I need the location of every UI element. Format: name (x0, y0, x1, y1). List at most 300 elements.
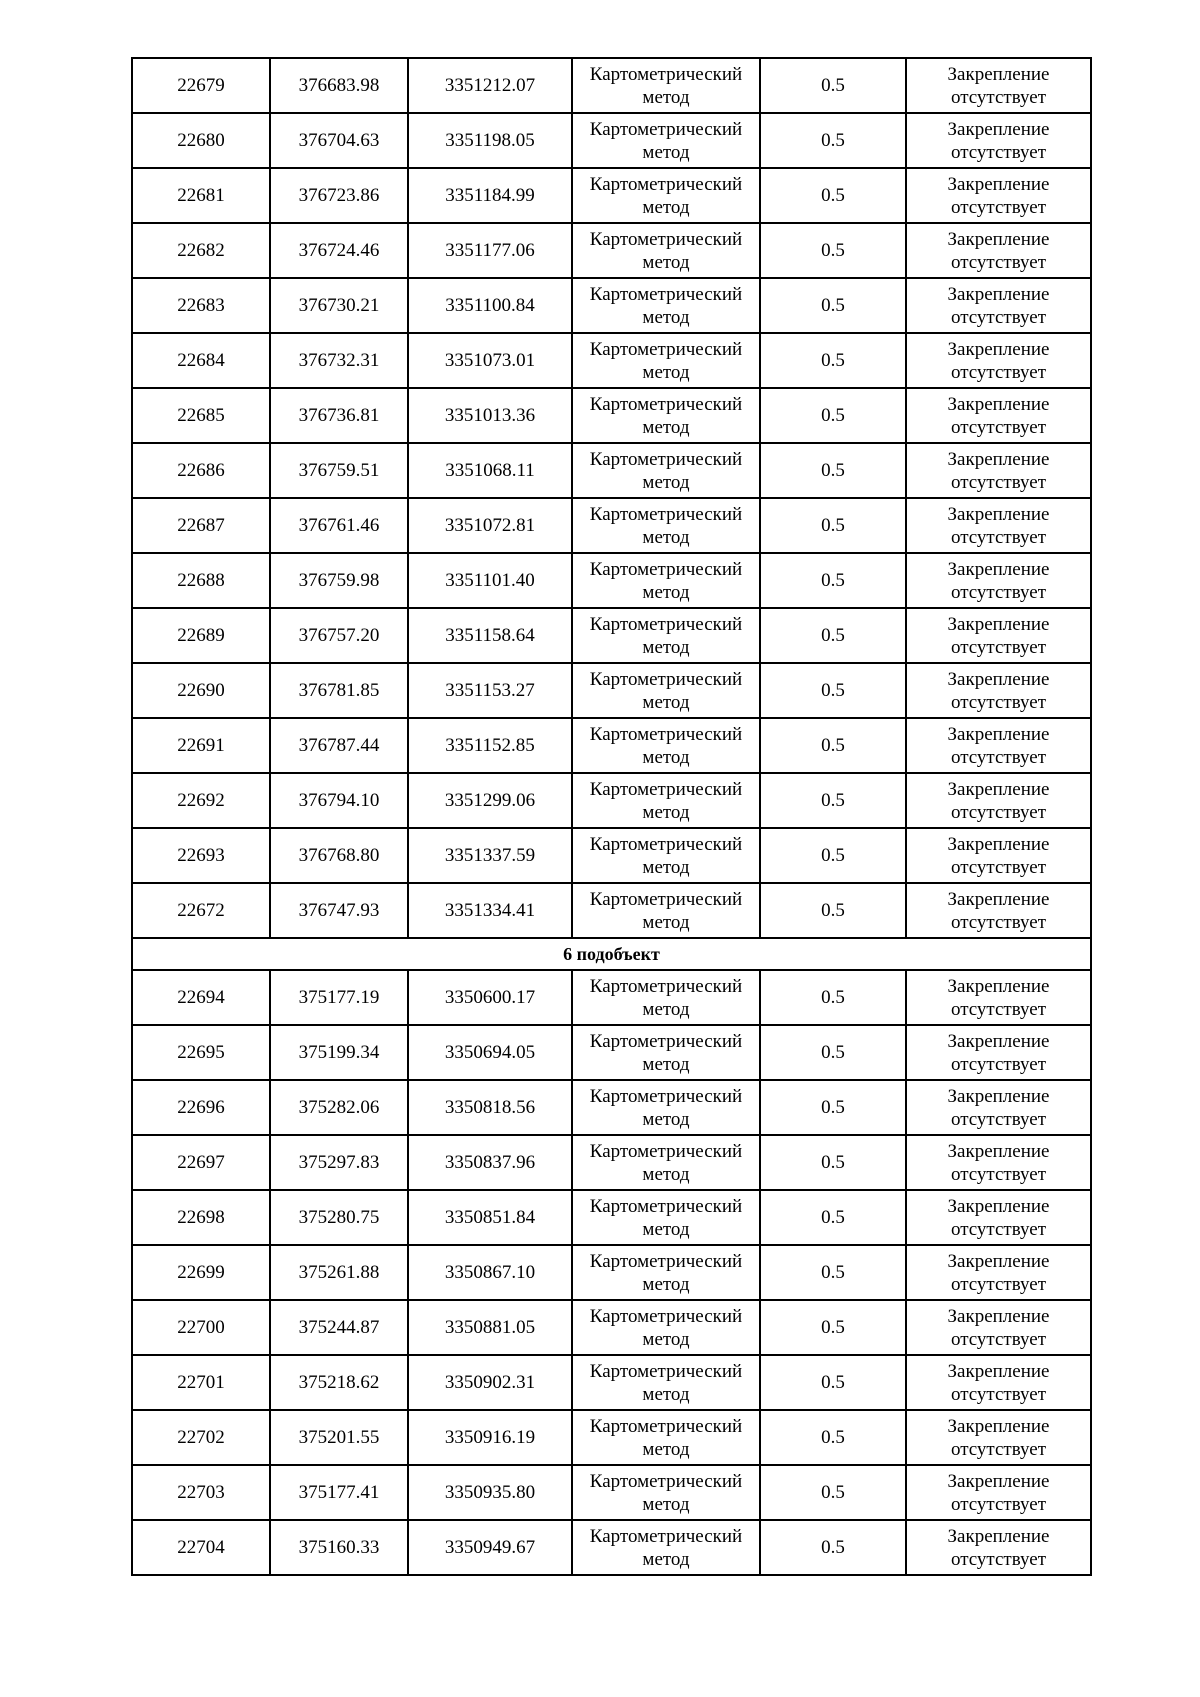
table-row (132, 1025, 1091, 1080)
fixation-cell-line-2: отсутствует (950, 911, 1047, 933)
table-row (132, 553, 1091, 608)
fixation-cell (906, 1080, 1091, 1135)
method-cell-line-1: Картометрический (589, 1195, 743, 1217)
accuracy-cell: 0.5 (760, 883, 906, 938)
method-cell-line-2: метод (642, 998, 690, 1020)
method-cell (572, 663, 760, 718)
method-cell-line-1: Картометрический (589, 1470, 743, 1492)
coordinate-x-cell: 375218.62 (270, 1355, 408, 1410)
coordinate-x-cell: 375177.41 (270, 1465, 408, 1520)
fixation-cell-line-2: отсутствует (950, 196, 1047, 218)
fixation-cell-line-1: Закрепление (947, 1250, 1050, 1272)
method-cell-line-1: Картометрический (589, 1525, 743, 1547)
coordinate-x-cell: 375244.87 (270, 1300, 408, 1355)
accuracy-cell: 0.5 (760, 278, 906, 333)
accuracy-cell: 0.5 (760, 1520, 906, 1575)
coordinate-y-cell: 3351184.99 (408, 168, 572, 223)
coordinate-y-cell: 3351101.40 (408, 553, 572, 608)
table-row (132, 113, 1091, 168)
table-row (132, 1465, 1091, 1520)
point-number-cell: 22703 (132, 1465, 270, 1520)
method-cell-line-2: метод (642, 1328, 690, 1350)
fixation-cell (906, 498, 1091, 553)
point-number-cell: 22688 (132, 553, 270, 608)
method-cell (572, 1025, 760, 1080)
table-row (132, 1080, 1091, 1135)
point-number-cell: 22701 (132, 1355, 270, 1410)
coordinate-x-cell: 376761.46 (270, 498, 408, 553)
method-cell (572, 1410, 760, 1465)
fixation-cell-line-1: Закрепление (947, 1525, 1050, 1547)
accuracy-cell: 0.5 (760, 1190, 906, 1245)
method-cell-line-1: Картометрический (589, 1250, 743, 1272)
fixation-cell-line-2: отсутствует (950, 1493, 1047, 1515)
method-cell-line-1: Картометрический (589, 173, 743, 195)
coordinate-y-cell: 3351152.85 (408, 718, 572, 773)
point-number-cell: 22684 (132, 333, 270, 388)
point-number-cell: 22682 (132, 223, 270, 278)
fixation-cell-line-1: Закрепление (947, 723, 1050, 745)
accuracy-cell: 0.5 (760, 223, 906, 278)
accuracy-cell: 0.5 (760, 1135, 906, 1190)
fixation-cell (906, 168, 1091, 223)
method-cell-line-1: Картометрический (589, 1140, 743, 1162)
accuracy-cell: 0.5 (760, 388, 906, 443)
method-cell-line-2: метод (642, 416, 690, 438)
fixation-cell-line-2: отсутствует (950, 141, 1047, 163)
method-cell-line-2: метод (642, 361, 690, 383)
fixation-cell-line-1: Закрепление (947, 1030, 1050, 1052)
coordinate-x-cell: 376732.31 (270, 333, 408, 388)
method-cell-line-2: метод (642, 1163, 690, 1185)
method-cell (572, 58, 760, 113)
fixation-cell-line-1: Закрепление (947, 228, 1050, 250)
table-row (132, 773, 1091, 828)
method-cell (572, 443, 760, 498)
coordinate-x-cell: 376704.63 (270, 113, 408, 168)
point-number-cell: 22672 (132, 883, 270, 938)
fixation-cell (906, 1135, 1091, 1190)
coordinate-y-cell: 3351337.59 (408, 828, 572, 883)
accuracy-cell: 0.5 (760, 970, 906, 1025)
fixation-cell-line-2: отсутствует (950, 361, 1047, 383)
accuracy-cell: 0.5 (760, 553, 906, 608)
fixation-cell-line-1: Закрепление (947, 503, 1050, 525)
fixation-cell (906, 828, 1091, 883)
method-cell (572, 553, 760, 608)
fixation-cell (906, 58, 1091, 113)
method-cell-line-2: метод (642, 306, 690, 328)
fixation-cell-line-2: отсутствует (950, 86, 1047, 108)
method-cell (572, 883, 760, 938)
method-cell-line-2: метод (642, 1438, 690, 1460)
fixation-cell-line-2: отсутствует (950, 251, 1047, 273)
accuracy-cell: 0.5 (760, 608, 906, 663)
table-row (132, 388, 1091, 443)
point-number-cell: 22690 (132, 663, 270, 718)
coordinate-x-cell: 376759.98 (270, 553, 408, 608)
coordinate-y-cell: 3351068.11 (408, 443, 572, 498)
coordinate-y-cell: 3351177.06 (408, 223, 572, 278)
fixation-cell-line-2: отсутствует (950, 746, 1047, 768)
table-row (132, 278, 1091, 333)
point-number-cell: 22691 (132, 718, 270, 773)
coordinate-y-cell: 3350600.17 (408, 970, 572, 1025)
method-cell-line-1: Картометрический (589, 118, 743, 140)
coordinate-y-cell: 3351013.36 (408, 388, 572, 443)
fixation-cell-line-1: Закрепление (947, 448, 1050, 470)
method-cell-line-2: метод (642, 196, 690, 218)
point-number-cell: 22697 (132, 1135, 270, 1190)
fixation-cell-line-1: Закрепление (947, 888, 1050, 910)
fixation-cell-line-1: Закрепление (947, 1415, 1050, 1437)
fixation-cell-line-1: Закрепление (947, 975, 1050, 997)
coordinate-x-cell: 376768.80 (270, 828, 408, 883)
point-number-cell: 22699 (132, 1245, 270, 1300)
coordinate-y-cell: 3350902.31 (408, 1355, 572, 1410)
method-cell-line-1: Картометрический (589, 723, 743, 745)
coordinate-x-cell: 376757.20 (270, 608, 408, 663)
fixation-cell (906, 1300, 1091, 1355)
table-row (132, 828, 1091, 883)
fixation-cell-line-2: отсутствует (950, 1383, 1047, 1405)
fixation-cell-line-2: отсутствует (950, 471, 1047, 493)
fixation-cell (906, 1520, 1091, 1575)
point-number-cell: 22702 (132, 1410, 270, 1465)
method-cell (572, 970, 760, 1025)
accuracy-cell: 0.5 (760, 1410, 906, 1465)
coordinates-table (131, 57, 1092, 1576)
fixation-cell-line-2: отсутствует (950, 1053, 1047, 1075)
coordinate-x-cell: 375297.83 (270, 1135, 408, 1190)
method-cell-line-2: метод (642, 1548, 690, 1570)
coordinate-y-cell: 3351072.81 (408, 498, 572, 553)
table-row (132, 663, 1091, 718)
method-cell-line-2: метод (642, 251, 690, 273)
coordinate-y-cell: 3350881.05 (408, 1300, 572, 1355)
point-number-cell: 22689 (132, 608, 270, 663)
accuracy-cell: 0.5 (760, 663, 906, 718)
method-cell-line-2: метод (642, 1053, 690, 1075)
fixation-cell-line-2: отсутствует (950, 526, 1047, 548)
fixation-cell-line-2: отсутствует (950, 636, 1047, 658)
fixation-cell-line-1: Закрепление (947, 283, 1050, 305)
method-cell (572, 333, 760, 388)
table-row (132, 1300, 1091, 1355)
accuracy-cell: 0.5 (760, 1080, 906, 1135)
accuracy-cell: 0.5 (760, 828, 906, 883)
method-cell-line-2: метод (642, 691, 690, 713)
fixation-cell (906, 553, 1091, 608)
method-cell (572, 1190, 760, 1245)
coordinate-y-cell: 3350916.19 (408, 1410, 572, 1465)
fixation-cell-line-1: Закрепление (947, 173, 1050, 195)
fixation-cell-line-1: Закрепление (947, 1195, 1050, 1217)
fixation-cell (906, 883, 1091, 938)
table-row (132, 1355, 1091, 1410)
method-cell-line-2: метод (642, 746, 690, 768)
fixation-cell-line-1: Закрепление (947, 118, 1050, 140)
method-cell-line-2: метод (642, 1218, 690, 1240)
coordinate-x-cell: 376736.81 (270, 388, 408, 443)
fixation-cell (906, 1025, 1091, 1080)
fixation-cell (906, 608, 1091, 663)
fixation-cell-line-2: отсутствует (950, 998, 1047, 1020)
method-cell (572, 828, 760, 883)
method-cell (572, 608, 760, 663)
method-cell (572, 1465, 760, 1520)
method-cell-line-1: Картометрический (589, 613, 743, 635)
fixation-cell-line-2: отсутствует (950, 1163, 1047, 1185)
coordinate-x-cell: 376787.44 (270, 718, 408, 773)
accuracy-cell: 0.5 (760, 333, 906, 388)
coordinate-y-cell: 3350837.96 (408, 1135, 572, 1190)
method-cell-line-2: метод (642, 1273, 690, 1295)
fixation-cell-line-1: Закрепление (947, 668, 1050, 690)
point-number-cell: 22685 (132, 388, 270, 443)
method-cell-line-2: метод (642, 1108, 690, 1130)
fixation-cell-line-1: Закрепление (947, 1140, 1050, 1162)
fixation-cell-line-1: Закрепление (947, 1360, 1050, 1382)
accuracy-cell: 0.5 (760, 1355, 906, 1410)
coordinate-x-cell: 375177.19 (270, 970, 408, 1025)
fixation-cell (906, 970, 1091, 1025)
coordinate-y-cell: 3350694.05 (408, 1025, 572, 1080)
method-cell-line-1: Картометрический (589, 1305, 743, 1327)
coordinate-y-cell: 3350851.84 (408, 1190, 572, 1245)
method-cell-line-1: Картометрический (589, 1030, 743, 1052)
method-cell-line-1: Картометрический (589, 833, 743, 855)
table-row (132, 333, 1091, 388)
fixation-cell (906, 388, 1091, 443)
table-row (132, 58, 1091, 113)
coordinate-x-cell: 375282.06 (270, 1080, 408, 1135)
point-number-cell: 22683 (132, 278, 270, 333)
accuracy-cell: 0.5 (760, 443, 906, 498)
fixation-cell-line-2: отсутствует (950, 856, 1047, 878)
fixation-cell-line-1: Закрепление (947, 393, 1050, 415)
coordinate-y-cell: 3351158.64 (408, 608, 572, 663)
point-number-cell: 22695 (132, 1025, 270, 1080)
method-cell-line-1: Картометрический (589, 888, 743, 910)
table-row (132, 223, 1091, 278)
accuracy-cell: 0.5 (760, 58, 906, 113)
accuracy-cell: 0.5 (760, 773, 906, 828)
accuracy-cell: 0.5 (760, 168, 906, 223)
method-cell-line-1: Картометрический (589, 63, 743, 85)
point-number-cell: 22680 (132, 113, 270, 168)
fixation-cell (906, 333, 1091, 388)
coordinate-y-cell: 3351153.27 (408, 663, 572, 718)
fixation-cell-line-2: отсутствует (950, 1108, 1047, 1130)
coordinate-x-cell: 376730.21 (270, 278, 408, 333)
accuracy-cell: 0.5 (760, 1025, 906, 1080)
fixation-cell-line-1: Закрепление (947, 1305, 1050, 1327)
method-cell-line-1: Картометрический (589, 558, 743, 580)
coordinate-x-cell: 376683.98 (270, 58, 408, 113)
method-cell (572, 1520, 760, 1575)
fixation-cell-line-2: отсутствует (950, 1328, 1047, 1350)
method-cell-line-1: Картометрический (589, 975, 743, 997)
fixation-cell (906, 1245, 1091, 1300)
fixation-cell-line-1: Закрепление (947, 338, 1050, 360)
accuracy-cell: 0.5 (760, 1300, 906, 1355)
method-cell (572, 773, 760, 828)
fixation-cell-line-2: отсутствует (950, 801, 1047, 823)
method-cell (572, 1245, 760, 1300)
fixation-cell (906, 113, 1091, 168)
method-cell-line-2: метод (642, 141, 690, 163)
coordinate-y-cell: 3350867.10 (408, 1245, 572, 1300)
method-cell-line-1: Картометрический (589, 338, 743, 360)
point-number-cell: 22687 (132, 498, 270, 553)
method-cell-line-2: метод (642, 581, 690, 603)
fixation-cell (906, 1410, 1091, 1465)
table-row (132, 608, 1091, 663)
method-cell-line-1: Картометрический (589, 1085, 743, 1107)
point-number-cell: 22679 (132, 58, 270, 113)
coordinate-y-cell: 3350935.80 (408, 1465, 572, 1520)
method-cell (572, 223, 760, 278)
table-row (132, 883, 1091, 938)
fixation-cell (906, 223, 1091, 278)
method-cell (572, 718, 760, 773)
method-cell-line-2: метод (642, 911, 690, 933)
table-row (132, 168, 1091, 223)
method-cell-line-1: Картометрический (589, 1415, 743, 1437)
method-cell-line-1: Картометрический (589, 448, 743, 470)
fixation-cell-line-1: Закрепление (947, 558, 1050, 580)
table-row (132, 970, 1091, 1025)
point-number-cell: 22694 (132, 970, 270, 1025)
method-cell (572, 168, 760, 223)
fixation-cell-line-2: отсутствует (950, 306, 1047, 328)
point-number-cell: 22696 (132, 1080, 270, 1135)
fixation-cell-line-1: Закрепление (947, 778, 1050, 800)
method-cell-line-2: метод (642, 856, 690, 878)
method-cell-line-2: метод (642, 636, 690, 658)
coordinate-x-cell: 376724.46 (270, 223, 408, 278)
method-cell (572, 388, 760, 443)
table-row (132, 443, 1091, 498)
point-number-cell: 22686 (132, 443, 270, 498)
fixation-cell (906, 663, 1091, 718)
fixation-cell-line-2: отсутствует (950, 1218, 1047, 1240)
method-cell-line-2: метод (642, 1493, 690, 1515)
fixation-cell-line-2: отсутствует (950, 581, 1047, 603)
table-row (132, 1190, 1091, 1245)
point-number-cell: 22698 (132, 1190, 270, 1245)
fixation-cell (906, 718, 1091, 773)
method-cell-line-1: Картометрический (589, 228, 743, 250)
point-number-cell: 22692 (132, 773, 270, 828)
method-cell (572, 278, 760, 333)
fixation-cell-line-1: Закрепление (947, 1470, 1050, 1492)
coordinate-y-cell: 3350949.67 (408, 1520, 572, 1575)
method-cell-line-1: Картометрический (589, 503, 743, 525)
fixation-cell-line-2: отсутствует (950, 1273, 1047, 1295)
fixation-cell-line-1: Закрепление (947, 1085, 1050, 1107)
method-cell-line-1: Картометрический (589, 393, 743, 415)
fixation-cell-line-1: Закрепление (947, 833, 1050, 855)
section-row (132, 938, 1091, 970)
coordinate-y-cell: 3351334.41 (408, 883, 572, 938)
table-row (132, 1410, 1091, 1465)
fixation-cell (906, 443, 1091, 498)
method-cell-line-1: Картометрический (589, 668, 743, 690)
fixation-cell (906, 1465, 1091, 1520)
coordinate-x-cell: 375280.75 (270, 1190, 408, 1245)
method-cell (572, 498, 760, 553)
coordinates-table-body (132, 58, 1091, 1575)
coordinate-x-cell: 376723.86 (270, 168, 408, 223)
method-cell (572, 1355, 760, 1410)
table-row (132, 718, 1091, 773)
method-cell (572, 113, 760, 168)
accuracy-cell: 0.5 (760, 1465, 906, 1520)
fixation-cell-line-2: отсутствует (950, 416, 1047, 438)
method-cell-line-2: метод (642, 86, 690, 108)
method-cell (572, 1080, 760, 1135)
coordinate-y-cell: 3351100.84 (408, 278, 572, 333)
method-cell (572, 1135, 760, 1190)
coordinate-y-cell: 3350818.56 (408, 1080, 572, 1135)
fixation-cell (906, 1355, 1091, 1410)
coordinate-x-cell: 376759.51 (270, 443, 408, 498)
fixation-cell-line-2: отсутствует (950, 691, 1047, 713)
coordinate-x-cell: 375199.34 (270, 1025, 408, 1080)
point-number-cell: 22681 (132, 168, 270, 223)
fixation-cell (906, 773, 1091, 828)
fixation-cell (906, 1190, 1091, 1245)
coordinate-x-cell: 375160.33 (270, 1520, 408, 1575)
fixation-cell (906, 278, 1091, 333)
point-number-cell: 22700 (132, 1300, 270, 1355)
method-cell-line-2: метод (642, 526, 690, 548)
accuracy-cell: 0.5 (760, 718, 906, 773)
coordinate-x-cell: 375261.88 (270, 1245, 408, 1300)
fixation-cell-line-1: Закрепление (947, 63, 1050, 85)
method-cell-line-2: метод (642, 471, 690, 493)
method-cell-line-1: Картометрический (589, 778, 743, 800)
table-row (132, 1245, 1091, 1300)
coordinate-y-cell: 3351212.07 (408, 58, 572, 113)
coordinate-y-cell: 3351198.05 (408, 113, 572, 168)
coordinate-x-cell: 376794.10 (270, 773, 408, 828)
table-row (132, 1135, 1091, 1190)
fixation-cell-line-2: отсутствует (950, 1438, 1047, 1460)
method-cell-line-1: Картометрический (589, 283, 743, 305)
point-number-cell: 22693 (132, 828, 270, 883)
coordinate-y-cell: 3351073.01 (408, 333, 572, 388)
method-cell-line-2: метод (642, 801, 690, 823)
method-cell (572, 1300, 760, 1355)
fixation-cell-line-1: Закрепление (947, 613, 1050, 635)
table-row (132, 498, 1091, 553)
coordinate-x-cell: 376781.85 (270, 663, 408, 718)
table-row (132, 1520, 1091, 1575)
point-number-cell: 22704 (132, 1520, 270, 1575)
fixation-cell-line-2: отсутствует (950, 1548, 1047, 1570)
coordinate-x-cell: 376747.93 (270, 883, 408, 938)
accuracy-cell: 0.5 (760, 1245, 906, 1300)
accuracy-cell: 0.5 (760, 498, 906, 553)
accuracy-cell: 0.5 (760, 113, 906, 168)
coordinate-x-cell: 375201.55 (270, 1410, 408, 1465)
coordinate-y-cell: 3351299.06 (408, 773, 572, 828)
section-title: 6 подобъект (132, 938, 1091, 970)
method-cell-line-1: Картометрический (589, 1360, 743, 1382)
